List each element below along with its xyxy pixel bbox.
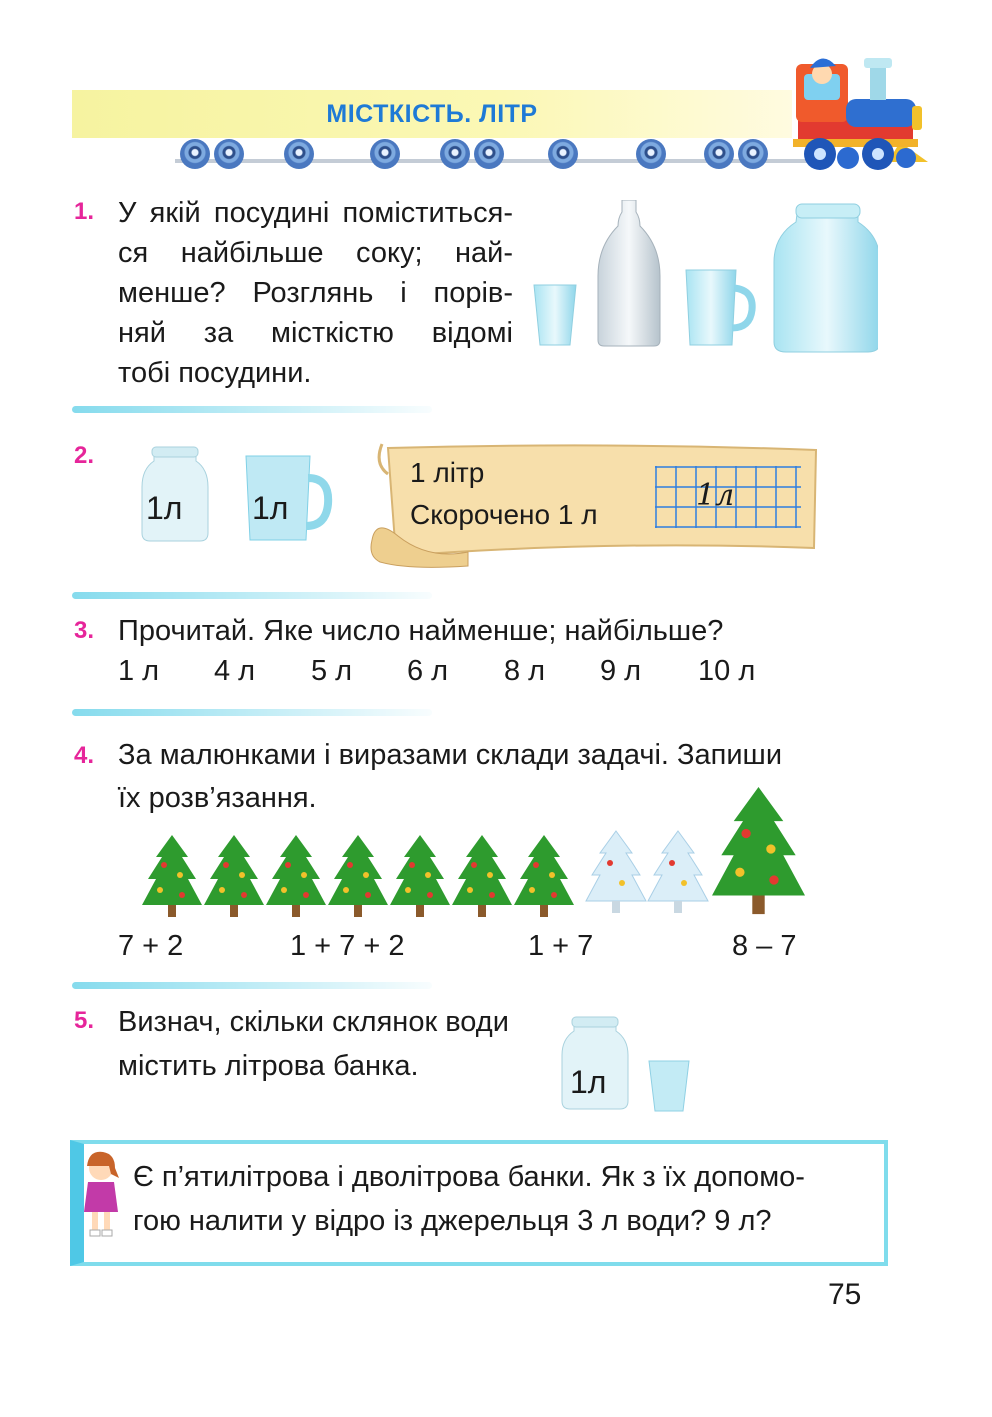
task-4-line-2: їх розв’язання. — [118, 782, 317, 814]
task-2-number: 2. — [74, 442, 95, 469]
divider — [72, 709, 432, 716]
task-1-line: ся найбільше соку; най- — [118, 237, 513, 269]
green-tree-icon — [328, 835, 388, 917]
scroll-line-2: Скорочено 1 л — [410, 499, 598, 530]
task-1-line: У якій посудині поміститься- — [118, 197, 513, 229]
girl-icon — [76, 1150, 126, 1240]
divider — [72, 592, 432, 599]
wheel-icon — [548, 139, 578, 169]
bonus-line: Є п’ятилітрова і дволітрова банки. Як з їх допомо- — [133, 1161, 805, 1193]
green-tree-icon — [142, 835, 202, 917]
task-5-number: 5. — [74, 1007, 95, 1034]
bonus-text — [133, 1155, 853, 1243]
glass-icon — [646, 1058, 692, 1114]
liter-value: 4 л — [214, 655, 256, 687]
task-5-line: містить літрова банка. — [118, 1050, 419, 1082]
page-title: МІСТКІСТЬ. ЛІТР — [326, 100, 538, 128]
liter-value: 6 л — [407, 655, 449, 687]
task-1-number: 1. — [74, 198, 95, 225]
mug-label: 1л — [252, 490, 289, 526]
divider — [72, 982, 432, 989]
green-tree-icon — [514, 835, 574, 917]
wheel-icon — [474, 139, 504, 169]
white-tree-icon — [586, 831, 646, 913]
task-5-line: Визнач, скільки склянок води — [118, 1006, 509, 1038]
page-number: 75 — [828, 1278, 862, 1311]
handwritten-liter: 1л — [696, 478, 735, 513]
liter-value: 5 л — [311, 655, 353, 687]
liter-value: 8 л — [504, 655, 546, 687]
green-tree-icon — [204, 835, 264, 917]
jar-icon — [774, 206, 878, 352]
task-4-number: 4. — [74, 742, 95, 769]
expression: 8 – 7 — [732, 930, 797, 962]
wheel-icon — [180, 139, 210, 169]
task-3-question: Прочитай. Яке число найменше; найбільше? — [118, 615, 724, 647]
wheel-icon — [214, 139, 244, 169]
wheel-icon — [636, 139, 666, 169]
big-green-tree-icon — [712, 787, 805, 914]
glass-icon — [534, 285, 576, 345]
green-tree-icon — [266, 835, 326, 917]
liter-value: 9 л — [600, 655, 642, 687]
vessels-illustration — [528, 200, 878, 360]
task-4-line-1: За малюнками і виразами склади задачі. Запиши — [118, 739, 783, 771]
expression: 1 + 7 + 2 — [290, 930, 405, 962]
liter-value: 1 л — [118, 655, 160, 687]
mug-icon — [686, 270, 736, 345]
white-tree-icon — [648, 831, 708, 913]
task-1-line: менше? Розглянь і порів- — [118, 277, 513, 309]
jar-label: 1л — [570, 1064, 607, 1100]
green-tree-icon — [390, 835, 450, 917]
wheel-icon — [370, 139, 400, 169]
green-tree-icon — [452, 835, 512, 917]
trees-illustration — [140, 785, 810, 925]
jar-label: 1л — [146, 490, 183, 526]
task-1-line: няй за місткістю відомі — [118, 317, 513, 349]
wheel-icon — [738, 139, 768, 169]
divider — [72, 406, 432, 413]
task-1-line: тобі посудини. — [118, 357, 312, 389]
wheel-icon — [440, 139, 470, 169]
task-1-text — [118, 193, 513, 393]
task-3-number: 3. — [74, 617, 95, 644]
expression: 1 + 7 — [528, 930, 594, 962]
train-icon — [788, 44, 933, 174]
bonus-line: гою налити у відро із джерельця 3 л води? 9 л? — [133, 1205, 772, 1237]
task-5-text — [118, 1000, 509, 1088]
bottle-icon — [598, 200, 660, 346]
scroll-line-1: 1 літр — [410, 457, 485, 488]
wheel-icon — [284, 139, 314, 169]
expression: 7 + 2 — [118, 930, 184, 962]
wheel-icon — [704, 139, 734, 169]
liter-value: 10 л — [698, 655, 756, 687]
